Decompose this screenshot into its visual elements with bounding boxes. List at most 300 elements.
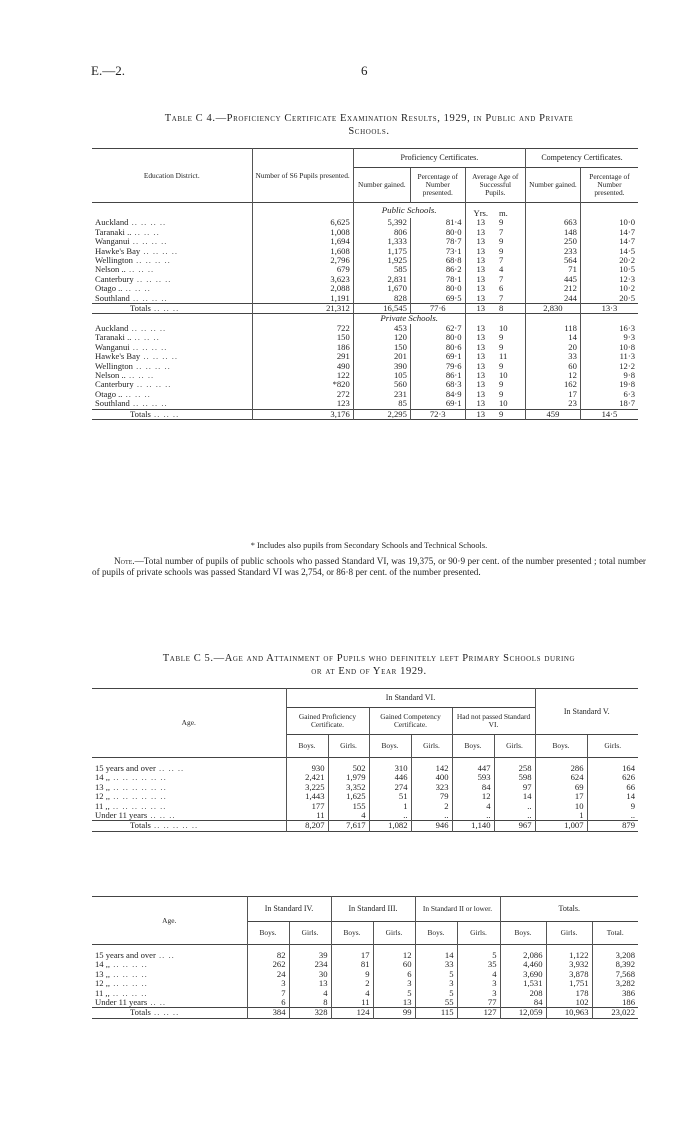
col-head-district: Education District. (143, 170, 200, 180)
leader-dots: .. .. .. .. (129, 292, 168, 303)
table-cell: 11 (286, 811, 328, 821)
table-cell: 10·0 (580, 218, 638, 227)
table-cell: 13 (465, 256, 496, 265)
row-label: Canterbury (95, 379, 134, 390)
table-row (92, 333, 638, 342)
table-cell: 1,443 (286, 792, 328, 801)
total-cell: 13·3 (580, 304, 638, 314)
row-label: Auckland (95, 322, 129, 333)
c5b-col-head-standard-ii: In Standard II or lower. (415, 897, 500, 922)
row-label: Wellington (95, 360, 133, 371)
table-cell: 9·3 (580, 333, 638, 342)
leader-dots: .. .. .. .. (110, 959, 148, 970)
table-cell: 164 (587, 764, 638, 773)
page-number: 6 (361, 63, 368, 78)
table-cell: 86·2 (410, 265, 465, 274)
table-row (92, 294, 638, 304)
table-cell: 55 (415, 998, 457, 1008)
table-cell: 1,008 (252, 228, 353, 237)
table-cell: 258 (494, 764, 535, 773)
table-c4-footnote: * Includes also pupils from Secondary Schools and Technical Schools. (250, 541, 488, 550)
total-cell: 879 (587, 821, 638, 831)
table-cell: 11 (331, 998, 373, 1008)
leader-dots: .. .. .. (131, 226, 160, 237)
table-cell: 79·6 (410, 362, 465, 371)
table-cell: 231 (353, 390, 410, 399)
table-cell: 20 (526, 343, 581, 352)
table-row (92, 399, 638, 409)
row-label: Hawke's Bay (95, 351, 141, 362)
table-cell: 7 (498, 273, 504, 284)
leader-dots: .. .. .. (147, 810, 176, 821)
table-cell: 14·7 (580, 228, 638, 237)
table-cell: 5 (373, 989, 415, 998)
leader-dots: .. .. .. .. (128, 322, 167, 333)
table-cell: 3 (247, 979, 289, 988)
leader-dots: .. .. .. .. .. .. (110, 791, 167, 802)
table-cell: 1 (535, 811, 587, 821)
total-cell: 13 (465, 409, 496, 419)
table-cell: 2 (331, 979, 373, 988)
table-cell: 806 (353, 228, 410, 237)
table-cell: 18·7 (580, 399, 638, 409)
table-cell: 78·1 (410, 275, 465, 284)
age-years-unit: Yrs. (465, 203, 496, 219)
leader-dots: .. .. .. .. (110, 968, 148, 979)
table-cell: 4 (289, 989, 331, 998)
c5-col-head-standard-v: In Standard V. (535, 689, 638, 735)
table-cell: 10 (498, 369, 508, 380)
table-cell: *820 (252, 380, 353, 389)
table-cell: 1,531 (500, 979, 546, 988)
table-cell: 13 (465, 324, 496, 333)
leader-dots: .. .. .. (122, 388, 151, 399)
row-label: Wanganui (95, 236, 130, 247)
row-label: Otago .. (95, 388, 123, 399)
table-cell: 560 (353, 380, 410, 389)
table-cell: 97 (494, 783, 535, 792)
row-label: Taranaki .. (95, 226, 132, 237)
district-name (92, 294, 252, 304)
table-cell: 78·7 (410, 237, 465, 246)
col-head-prof-gained: Number gained. (353, 168, 410, 203)
total-cell: 8 (498, 303, 504, 314)
c5-col-head-age: Age. (181, 718, 196, 727)
table-cell: 13 (465, 333, 496, 342)
col-head-proficiency: Proficiency Certificates. (353, 149, 525, 168)
table-cell: 178 (546, 989, 592, 998)
table-cell: 1,608 (252, 247, 353, 256)
c5b-col-head-standard-iii: In Standard III. (331, 897, 415, 922)
table-row (92, 265, 638, 274)
table-cell: 828 (353, 294, 410, 304)
table-cell: 142 (411, 764, 452, 773)
table-cell: .. (494, 811, 535, 821)
leader-dots: .. .. .. (155, 763, 185, 773)
totals-label (92, 409, 252, 419)
table-cell: 274 (369, 783, 411, 792)
table-row (92, 228, 638, 237)
table-cell: 9 (498, 245, 504, 256)
table-cell: 386 (592, 989, 638, 998)
total-cell: 13 (465, 304, 496, 314)
leader-dots: .. .. .. .. .. (150, 820, 199, 831)
table-cell: 13 (465, 352, 496, 361)
table-cell: 1,175 (353, 247, 410, 256)
leader-dots: .. .. .. .. (128, 217, 167, 228)
table-row (92, 380, 638, 389)
table-cell: 13 (465, 247, 496, 256)
table-cell: 208 (500, 989, 546, 998)
table-cell: 30 (289, 970, 331, 979)
table-cell: 10 (535, 802, 587, 811)
table-cell: 80·0 (410, 228, 465, 237)
boys-heading: Boys. (415, 922, 457, 945)
table-cell: 39 (289, 951, 331, 960)
row-label: Wanganui (95, 341, 130, 352)
age-months-unit: m. (498, 208, 508, 218)
table-cell: 272 (252, 390, 353, 399)
table-cell: 6 (247, 998, 289, 1008)
table-cell: 291 (252, 352, 353, 361)
table-cell: 502 (328, 764, 369, 773)
public-totals-row (92, 304, 638, 314)
table-c4 (92, 148, 638, 420)
leader-dots: .. .. .. .. (109, 987, 148, 998)
table-cell: 3 (457, 979, 500, 988)
table-cell: 20·5 (580, 294, 638, 304)
table-cell: 323 (411, 783, 452, 792)
table-cell: 1,122 (546, 951, 592, 960)
total-cell: 7,617 (328, 821, 369, 831)
table-cell: 12·3 (580, 275, 638, 284)
table-cell: 13 (465, 294, 496, 304)
table-cell: 7 (498, 226, 504, 237)
table-cell: 4 (498, 264, 504, 275)
table-cell: 14·5 (580, 247, 638, 256)
table-cell: 445 (526, 275, 581, 284)
table-cell: 8,392 (592, 960, 638, 969)
table-cell: 60 (373, 960, 415, 969)
table-row (92, 371, 638, 380)
table-cell: 3,878 (546, 970, 592, 979)
table-cell: 1,670 (353, 284, 410, 293)
table-row (92, 998, 638, 1008)
table-cell: 68·8 (410, 256, 465, 265)
table-cell: 16·3 (580, 324, 638, 333)
total-cell: 1,082 (369, 821, 411, 831)
table-cell: 10·8 (580, 343, 638, 352)
table-cell: 1 (369, 802, 411, 811)
table-cell: 1,694 (252, 237, 353, 246)
leader-dots: .. .. .. .. (133, 379, 172, 390)
district-name (92, 399, 252, 409)
table-cell: 186 (252, 343, 353, 352)
row-label: Totals (130, 408, 151, 419)
table-c4-note (92, 556, 646, 578)
leader-dots: .. .. .. (150, 1007, 180, 1018)
c5-col-head-gained-competency: Gained Competency Certificate. (369, 708, 452, 735)
col-head-pupils-presented: Number of S6 Pupils presented. (252, 149, 353, 203)
table-cell: .. (369, 811, 411, 821)
c5-col-head-standard-vi: In Standard VI. (286, 689, 535, 708)
table-cell: 85 (353, 399, 410, 409)
table-cell: 13 (465, 343, 496, 352)
row-label: Nelson .. (95, 369, 126, 380)
table-cell: 679 (252, 265, 353, 274)
table-cell: 5,392 (353, 218, 410, 227)
row-label: 12 ,, (95, 978, 111, 989)
table-row (92, 256, 638, 265)
table-cell: 1,751 (546, 979, 592, 988)
leader-dots: .. .. .. (122, 283, 151, 294)
table-cell: 663 (526, 218, 581, 227)
row-label: Totals (130, 820, 151, 831)
row-label: 15 years and over (95, 763, 156, 773)
table-cell: 7 (498, 255, 504, 266)
leader-dots: .. .. .. (125, 264, 155, 275)
table-cell: 3,282 (592, 979, 638, 988)
total-cell: 967 (494, 821, 535, 831)
age-label (92, 811, 286, 821)
total-cell: 384 (247, 1008, 289, 1018)
total-heading: Total. (592, 922, 638, 945)
table-cell: 310 (369, 764, 411, 773)
table-cell: 13 (465, 275, 496, 284)
total-cell: 8,207 (286, 821, 328, 831)
table-cell: .. (494, 802, 535, 811)
table-cell: 13 (465, 380, 496, 389)
table-cell: .. (411, 811, 452, 821)
table-cell: 13 (465, 237, 496, 246)
boys-heading: Boys. (331, 922, 373, 945)
girls-heading: Girls. (457, 922, 500, 945)
table-cell: 186 (592, 998, 638, 1008)
table-cell: 4 (328, 811, 369, 821)
c5-part1-totals-row (92, 821, 638, 831)
leader-dots: .. .. .. .. (140, 351, 179, 362)
table-cell: 177 (286, 802, 328, 811)
table-cell: 446 (369, 773, 411, 782)
table-cell: 14 (494, 792, 535, 801)
table-cell: 12 (373, 951, 415, 960)
row-label: 15 years and over (95, 950, 156, 960)
table-cell: 4 (452, 802, 494, 811)
note-lead: Note. (114, 556, 135, 566)
table-cell: 17 (526, 390, 581, 399)
table-row (92, 247, 638, 256)
table-cell: 10·2 (580, 284, 638, 293)
col-head-comp-percentage: Percentage of Number presented. (580, 168, 638, 203)
table-cell: 60 (526, 362, 581, 371)
total-cell: 72·3 (410, 409, 465, 419)
table-cell: 8 (289, 998, 331, 1008)
table-cell: 6·3 (580, 390, 638, 399)
table-cell: 1,191 (252, 294, 353, 304)
table-cell: 3 (415, 979, 457, 988)
table-cell: 118 (526, 324, 581, 333)
table-cell: 593 (452, 773, 494, 782)
table-row (92, 362, 638, 371)
row-label: 13 ,, (95, 968, 111, 979)
table-cell: 14 (587, 792, 638, 801)
table-cell: 10·5 (580, 265, 638, 274)
table-cell: 4 (457, 970, 500, 979)
row-label: Under 11 years (95, 997, 148, 1008)
total-cell: 14·5 (580, 409, 638, 419)
table-cell: 13 (465, 390, 496, 399)
table-cell: 12 (526, 371, 581, 380)
leader-dots: .. .. .. .. (132, 255, 171, 266)
total-cell: 16,545 (353, 304, 410, 314)
table-cell: 81 (331, 960, 373, 969)
boys-heading: Boys. (369, 735, 411, 758)
table-cell: 13 (465, 371, 496, 380)
boys-heading: Boys. (535, 735, 587, 758)
table-cell: 250 (526, 237, 581, 246)
table-cell: 10 (498, 322, 508, 333)
leader-dots: .. .. .. .. (129, 341, 168, 352)
total-cell: 99 (373, 1008, 415, 1018)
age-label (92, 998, 247, 1008)
table-cell: 598 (494, 773, 535, 782)
table-cell: 122 (252, 371, 353, 380)
table-cell: 33 (526, 352, 581, 361)
leader-dots: .. .. (155, 950, 175, 960)
total-cell: 23,022 (592, 1008, 638, 1018)
table-cell: 123 (252, 399, 353, 409)
leader-dots: .. .. .. .. (132, 360, 171, 371)
table-c4-title-line2: Schools. (348, 126, 390, 137)
table-cell: 1,625 (328, 792, 369, 801)
table-cell: 3,932 (546, 960, 592, 969)
total-cell: 946 (411, 821, 452, 831)
table-cell: 12 (452, 792, 494, 801)
row-label: Canterbury (95, 273, 134, 284)
table-row (92, 324, 638, 333)
totals-label (92, 821, 286, 831)
girls-heading: Girls. (328, 735, 369, 758)
girls-heading: Girls. (289, 922, 331, 945)
row-label: 14 ,, (95, 772, 111, 783)
c5b-col-head-totals: Totals. (500, 897, 638, 922)
col-head-comp-gained: Number gained. (526, 168, 581, 203)
table-cell: 9 (498, 360, 504, 371)
row-label: 13 ,, (95, 781, 111, 792)
c5b-col-head-standard-iv: In Standard IV. (247, 897, 331, 922)
total-cell: 127 (457, 1008, 500, 1018)
public-heading-row (92, 203, 638, 219)
leader-dots: .. .. .. .. (140, 245, 179, 256)
table-cell: 286 (535, 764, 587, 773)
c5-col-head-not-passed: Had not passed Standard VI. (452, 708, 535, 735)
table-cell: 390 (353, 362, 410, 371)
table-row (92, 275, 638, 284)
table-cell: 80·0 (410, 333, 465, 342)
table-cell: 585 (353, 265, 410, 274)
table-cell: 2 (411, 802, 452, 811)
leader-dots: .. .. .. (150, 303, 180, 314)
total-cell: 21,312 (252, 304, 353, 314)
table-cell: 13 (465, 218, 496, 227)
table-cell: 244 (526, 294, 581, 304)
row-label: Auckland (95, 217, 129, 228)
table-cell: 722 (252, 324, 353, 333)
total-cell: 328 (289, 1008, 331, 1018)
table-cell: 234 (289, 960, 331, 969)
col-head-average-age: Average Age of Successful Pupils. (465, 168, 525, 203)
girls-heading: Girls. (373, 922, 415, 945)
girls-heading: Girls. (494, 735, 535, 758)
private-heading-row (92, 314, 638, 324)
table-cell: .. (452, 811, 494, 821)
table-cell: 626 (587, 773, 638, 782)
table-row (92, 352, 638, 361)
table-cell: 102 (546, 998, 592, 1008)
table-cell: 3 (457, 989, 500, 998)
total-cell: 2,295 (353, 409, 410, 419)
table-cell: 162 (526, 380, 581, 389)
table-cell: 69·5 (410, 294, 465, 304)
table-cell: 68·3 (410, 380, 465, 389)
table-row (92, 284, 638, 293)
table-cell: 17 (331, 951, 373, 960)
table-cell: 3,208 (592, 951, 638, 960)
table-c4-title (92, 112, 646, 138)
boys-heading: Boys. (286, 735, 328, 758)
table-cell: 3,352 (328, 783, 369, 792)
boys-heading: Boys. (500, 922, 546, 945)
table-cell: 148 (526, 228, 581, 237)
table-cell: 10 (498, 398, 508, 409)
document-reference: E.—2. (91, 63, 125, 78)
table-cell: 14 (415, 951, 457, 960)
table-cell: 4 (331, 989, 373, 998)
leader-dots: .. .. .. .. (110, 978, 148, 989)
boys-heading: Boys. (247, 922, 289, 945)
table-cell: 9·8 (580, 371, 638, 380)
table-cell: 1,979 (328, 773, 369, 782)
table-cell: 9 (498, 217, 504, 228)
row-label: Wellington (95, 255, 133, 266)
table-cell: 80·0 (410, 284, 465, 293)
table-cell: 233 (526, 247, 581, 256)
row-label: Totals (130, 1007, 151, 1018)
table-row (92, 390, 638, 399)
table-cell: 86·1 (410, 371, 465, 380)
table-cell: 105 (353, 371, 410, 380)
table-cell: 5 (415, 989, 457, 998)
table-cell: 1,925 (353, 256, 410, 265)
table-cell: 84 (500, 998, 546, 1008)
total-cell: 3,176 (252, 409, 353, 419)
table-cell: 6 (498, 283, 504, 294)
col-head-competency: Competency Certificates. (526, 149, 639, 168)
table-cell: 6 (373, 970, 415, 979)
table-row (92, 218, 638, 227)
table-cell: 1,333 (353, 237, 410, 246)
table-cell: 7 (247, 989, 289, 998)
girls-heading: Girls. (587, 735, 638, 758)
table-cell: 69 (535, 783, 587, 792)
private-heading: Private Schools. (353, 314, 465, 324)
row-label: Totals (130, 303, 151, 314)
private-totals-row (92, 409, 638, 419)
row-label: 11 ,, (95, 800, 110, 811)
table-cell: 84 (452, 783, 494, 792)
table-c4-title-line1: Table C 4.—Proficiency Certificate Examination Results, 1929, in Public and Private (164, 113, 574, 124)
table-cell: 564 (526, 256, 581, 265)
